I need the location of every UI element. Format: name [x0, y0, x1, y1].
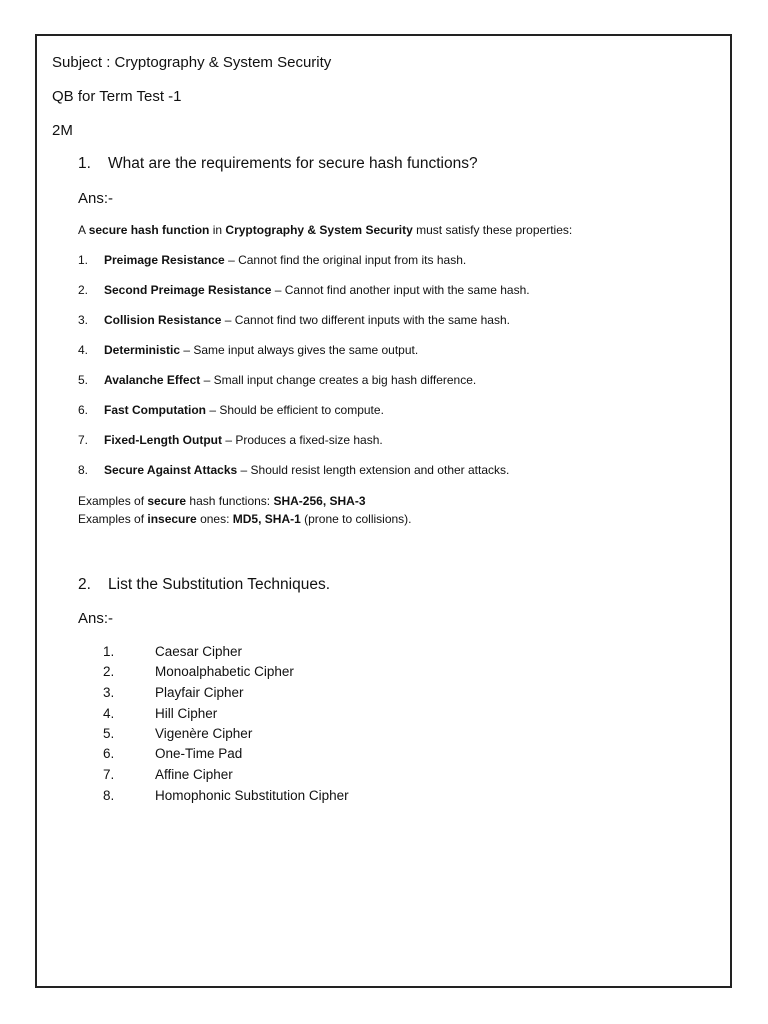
property-term: Avalanche Effect	[104, 373, 201, 387]
examples-text: (prone to collisions).	[300, 512, 412, 526]
property-term: Secure Against Attacks	[104, 463, 238, 477]
question-1-text: What are the requirements for secure hash functions?	[108, 155, 478, 172]
technique-item	[103, 726, 252, 741]
answer-1-label: Ans:-	[78, 190, 114, 207]
property-item	[78, 433, 383, 447]
property-desc: – Produces a fixed-size hash.	[221, 433, 383, 447]
examples-insecure	[78, 510, 412, 528]
technique-name: Affine Cipher	[155, 767, 233, 782]
property-item	[78, 253, 466, 267]
property-number: 3.	[78, 313, 89, 327]
property-term: Collision Resistance	[104, 313, 222, 327]
property-item	[78, 373, 476, 387]
property-item	[78, 403, 384, 417]
intro-bold: Cryptography & System Security	[225, 223, 413, 237]
technique-name: Homophonic Substitution Cipher	[155, 788, 349, 803]
technique-item	[103, 664, 294, 679]
question-2-text: List the Substitution Techniques.	[108, 576, 331, 593]
property-term: Second Preimage Resistance	[104, 283, 272, 297]
examples-text: ones:	[196, 512, 233, 526]
question-2	[78, 576, 330, 594]
technique-item	[103, 788, 349, 803]
property-number: 2.	[78, 283, 89, 297]
examples-bold: SHA-256, SHA-3	[273, 494, 366, 508]
examples-text: Examples of	[78, 512, 148, 526]
intro-text: must satisfy these properties:	[412, 223, 573, 237]
technique-name: Hill Cipher	[155, 706, 218, 721]
answer-2-label: Ans:-	[78, 610, 114, 627]
technique-number: 7.	[103, 767, 115, 782]
question-2-number: 2.	[78, 576, 91, 593]
technique-item	[103, 746, 242, 761]
property-desc: – Should be efficient to compute.	[206, 403, 384, 417]
technique-name: One-Time Pad	[155, 746, 243, 761]
technique-number: 3.	[103, 685, 115, 700]
technique-item	[103, 706, 217, 721]
technique-name: Monoalphabetic Cipher	[155, 664, 294, 679]
technique-name: Vigenère Cipher	[155, 726, 253, 741]
examples-text: hash functions:	[186, 494, 274, 508]
examples-bold: insecure	[147, 512, 197, 526]
property-number: 6.	[78, 403, 89, 417]
property-item	[78, 313, 510, 327]
technique-item	[103, 767, 233, 782]
property-desc: – Small input change creates a big hash difference.	[200, 373, 477, 387]
question-1	[78, 155, 478, 173]
examples-text: Examples of	[78, 494, 148, 508]
document-page	[35, 34, 732, 988]
property-number: 8.	[78, 463, 89, 477]
intro-text: A	[78, 223, 89, 237]
technique-number: 1.	[103, 644, 115, 659]
property-desc: – Cannot find the original input from its hash.	[224, 253, 467, 267]
property-term: Deterministic	[104, 343, 181, 357]
property-desc: – Same input always gives the same output.	[180, 343, 419, 357]
property-number: 7.	[78, 433, 89, 447]
technique-number: 4.	[103, 706, 115, 721]
examples-bold: MD5, SHA-1	[232, 512, 301, 526]
property-item	[78, 283, 530, 297]
property-desc: – Cannot find another input with the same hash.	[271, 283, 530, 297]
technique-name: Caesar Cipher	[155, 644, 243, 659]
property-item	[78, 463, 509, 477]
property-term: Preimage Resistance	[104, 253, 225, 267]
property-term: Fixed-Length Output	[104, 433, 222, 447]
property-number: 1.	[78, 253, 89, 267]
property-number: 4.	[78, 343, 89, 357]
intro-text: in	[209, 223, 226, 237]
marks-label: 2M	[52, 122, 73, 139]
intro-bold: secure hash function	[88, 223, 210, 237]
examples-bold: secure	[147, 494, 187, 508]
technique-item	[103, 685, 244, 700]
examples-block	[78, 492, 412, 528]
property-desc: – Cannot find two different inputs with the same hash.	[221, 313, 510, 327]
property-item	[78, 343, 418, 357]
property-number: 5.	[78, 373, 89, 387]
technique-number: 5.	[103, 726, 115, 741]
technique-number: 2.	[103, 664, 115, 679]
property-term: Fast Computation	[104, 403, 206, 417]
property-desc: – Should resist length extension and other attacks.	[237, 463, 510, 477]
subject-line: Subject : Cryptography & System Security	[52, 54, 332, 71]
technique-number: 6.	[103, 746, 115, 761]
examples-secure	[78, 492, 412, 510]
technique-name: Playfair Cipher	[155, 685, 244, 700]
technique-item	[103, 644, 242, 659]
technique-number: 8.	[103, 788, 115, 803]
question-1-number: 1.	[78, 155, 91, 172]
answer-1-intro	[78, 223, 572, 237]
qb-title: QB for Term Test -1	[52, 88, 182, 105]
